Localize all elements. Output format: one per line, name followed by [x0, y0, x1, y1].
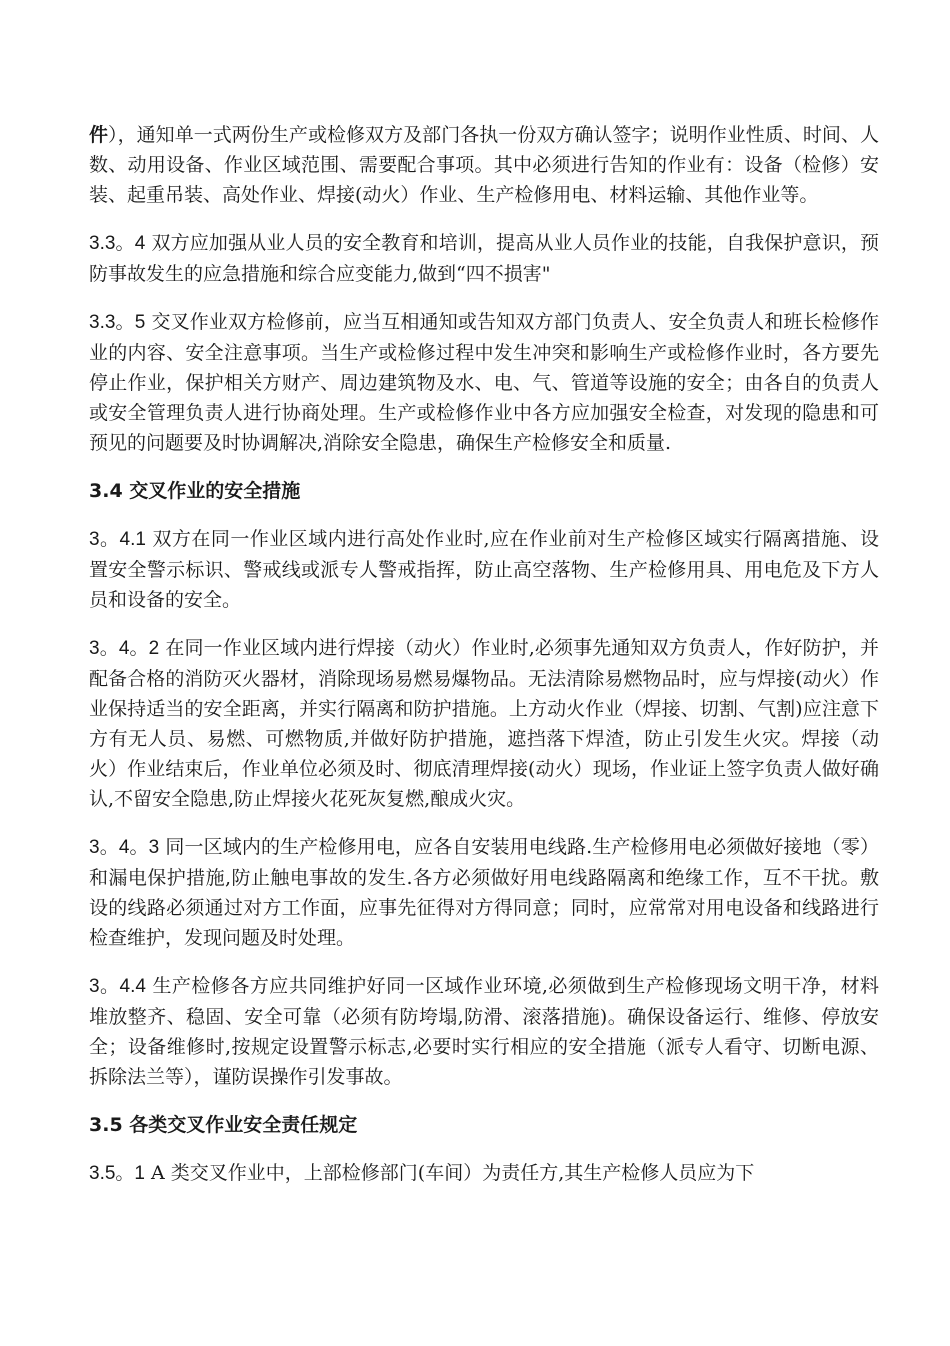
paragraph-3-5-1 — [89, 1158, 879, 1189]
paragraph-3-3-4 — [89, 228, 879, 289]
clause-number: 3。4。3 — [89, 837, 160, 858]
paragraph-3-4-1 — [89, 524, 879, 615]
paragraph-text: 同一区域内的生产检修用电，应各自安装用电线路.生产检修用电必须做好接地（零）和漏电保护措施,防止触电事故的发生.各方必须做好用电线路隔离和绝缘工作，互不干扰。敷设的线路必须通过对方工作面，应事先征得对方得同意；同时，应常常对用电设备和线路进行检查维护，发现问题及时处理。 — [89, 836, 879, 949]
section-heading-3-5: 3.5 各类交叉作业安全责任规定 — [89, 1114, 358, 1136]
clause-number: 3。4。2 — [89, 638, 160, 659]
paragraph-text: ），通知单一式两份生产或检修双方及部门各执一份双方确认签字；说明作业性质、时间、人数、动用设备、作业区域范围、需要配合事项。其中必须进行告知的作业有：设备（检修）安装、起重吊装、高处作业、焊接(动火）作业、生产检修用电、材料运输、其他作业等。 — [89, 124, 879, 206]
clause-number: 3.5。1 — [89, 1163, 145, 1184]
paragraph-notification-continued — [89, 120, 879, 210]
paragraph-text: 生产检修各方应共同维护好同一区域作业环境,必须做到生产检修现场文明干净，材料堆放整齐、稳固、安全可靠（必须有防垮塌,防滑、滚落措施)。确保设备运行、维修、停放安全；设备维修时,按规定设置警示标志,必要时实行相应的安全措施（派专人看守、切断电源、拆除法兰等），谨防误操作引发事故。 — [89, 975, 879, 1088]
paragraph-text: A 类交叉作业中，上部检修部门(车间）为责任方,其生产检修人员应为下 — [144, 1162, 755, 1184]
paragraph-text: 双方应加强从业人员的安全教育和培训，提高从业人员作业的技能，自我保护意识，预防事故发生的应急措施和综合应变能力,做到“四不损害" — [89, 232, 879, 285]
paragraph-bold-lead: 件 — [89, 124, 109, 146]
clause-number: 3。4.4 — [89, 976, 146, 997]
paragraph-text: 在同一作业区域内进行焊接（动火）作业时,必须事先通知双方负责人，作好防护，并配备合格的消防灭火器材，消除现场易燃易爆物品。无法清除易燃物品时，应与焊接(动火）作业保持适当的安全距离，并实行隔离和防护措施。上方动火作业（焊接、切割、气割)应注意下方有无人员、易燃、可燃物质,并做好防护措施，遮挡落下焊渣，防止引发生火灾。焊接（动火）作业结束后，作业单位必须及时、彻底清理焊接(动火）现场，作业证上签字负责人做好确认,不留安全隐患,防止焊接火花死灰复燃,酿成火灾。 — [89, 637, 879, 810]
clause-number: 3.3。5 — [89, 312, 146, 333]
clause-number: 3.3。4 — [89, 233, 146, 254]
paragraph-text: 双方在同一作业区域内进行高处作业时,应在作业前对生产检修区域实行隔离措施、设置安全警示标识、警戒线或派专人警戒指挥，防止高空落物、生产检修用具、用电危及下方人员和设备的安全。 — [89, 528, 879, 611]
paragraph-3-4-4 — [89, 971, 879, 1092]
paragraph-3-3-5 — [89, 307, 879, 458]
paragraph-text: 交叉作业双方检修前，应当互相通知或告知双方部门负责人、安全负责人和班长检修作业的内容、安全注意事项。当生产或检修过程中发生冲突和影响生产或检修作业时，各方要先停止作业，保护相关方财产、周边建筑物及水、电、气、管道等设施的安全；由各自的负责人或安全管理负责人进行协商处理。生产或检修作业中各方应加强安全检查，对发现的隐患和可预见的问题要及时协调解决,消除安全隐患，确保生产检修安全和质量. — [89, 311, 879, 454]
document-body — [89, 120, 879, 1207]
section-heading-3-4: 3.4 交叉作业的安全措施 — [89, 480, 301, 502]
clause-number: 3。4.1 — [89, 529, 146, 550]
paragraph-3-4-3 — [89, 832, 879, 953]
paragraph-3-4-2 — [89, 633, 879, 814]
